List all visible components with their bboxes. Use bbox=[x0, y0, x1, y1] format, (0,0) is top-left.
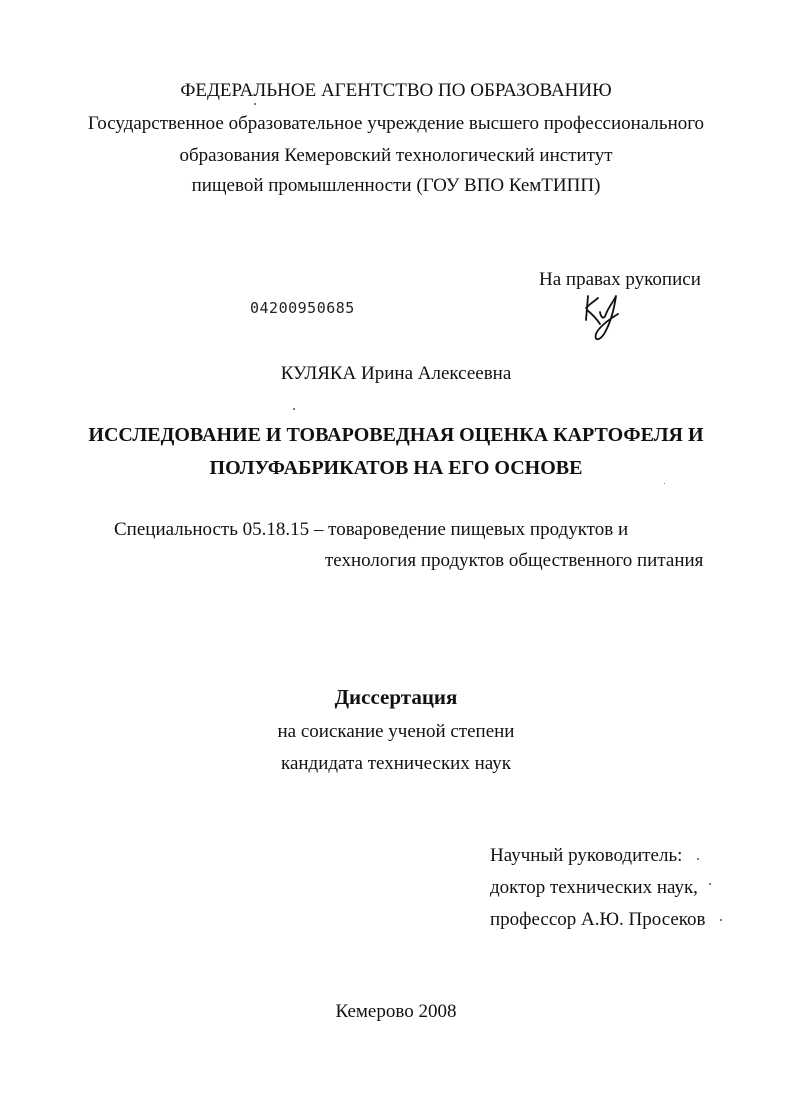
work-type-heading: Диссертация bbox=[334, 685, 458, 709]
scan-speck bbox=[697, 858, 699, 860]
manuscript-note: На правах рукописи bbox=[539, 269, 701, 290]
scan-speck bbox=[720, 919, 722, 921]
signature-icon bbox=[578, 290, 628, 346]
specialty-line-2: технология продуктов общественного питания bbox=[325, 550, 704, 571]
supervisor-name: профессор А.Ю. Просеков bbox=[490, 909, 706, 930]
agency-name: ФЕДЕРАЛЬНОЕ АГЕНТСТВО ПО ОБРАЗОВАНИЮ bbox=[180, 80, 612, 101]
supervisor-label: Научный руководитель: bbox=[490, 845, 683, 866]
dissertation-title-line-1: ИССЛЕДОВАНИЕ И ТОВАРОВЕДНАЯ ОЦЕНКА КАРТОФЕЛЯ И bbox=[88, 424, 704, 446]
author-name: КУЛЯКА Ирина Алексеевна bbox=[280, 363, 512, 384]
scan-speck bbox=[293, 408, 295, 410]
scan-speck bbox=[254, 103, 256, 105]
registration-number: 04200950685 bbox=[250, 299, 355, 317]
supervisor-degree: доктор технических наук, bbox=[490, 877, 698, 898]
degree-line-2: кандидата технических наук bbox=[281, 753, 511, 774]
specialty-line-1: Специальность 05.18.15 – товароведение пищевых продуктов и bbox=[114, 519, 629, 540]
scan-speck bbox=[709, 883, 711, 885]
institution-line-3: пищевой промышленности (ГОУ ВПО КемТИПП) bbox=[191, 175, 601, 196]
dissertation-title-line-2: ПОЛУФАБРИКАТОВ НА ЕГО ОСНОВЕ bbox=[209, 457, 583, 479]
city-year: Кемерово 2008 bbox=[335, 1001, 457, 1022]
degree-line-1: на соискание ученой степени bbox=[277, 721, 515, 742]
institution-line-1: Государственное образовательное учреждение высшего профессионального bbox=[87, 113, 705, 134]
scan-speck bbox=[664, 483, 665, 484]
institution-line-2: образования Кемеровский технологический институт bbox=[179, 145, 613, 166]
